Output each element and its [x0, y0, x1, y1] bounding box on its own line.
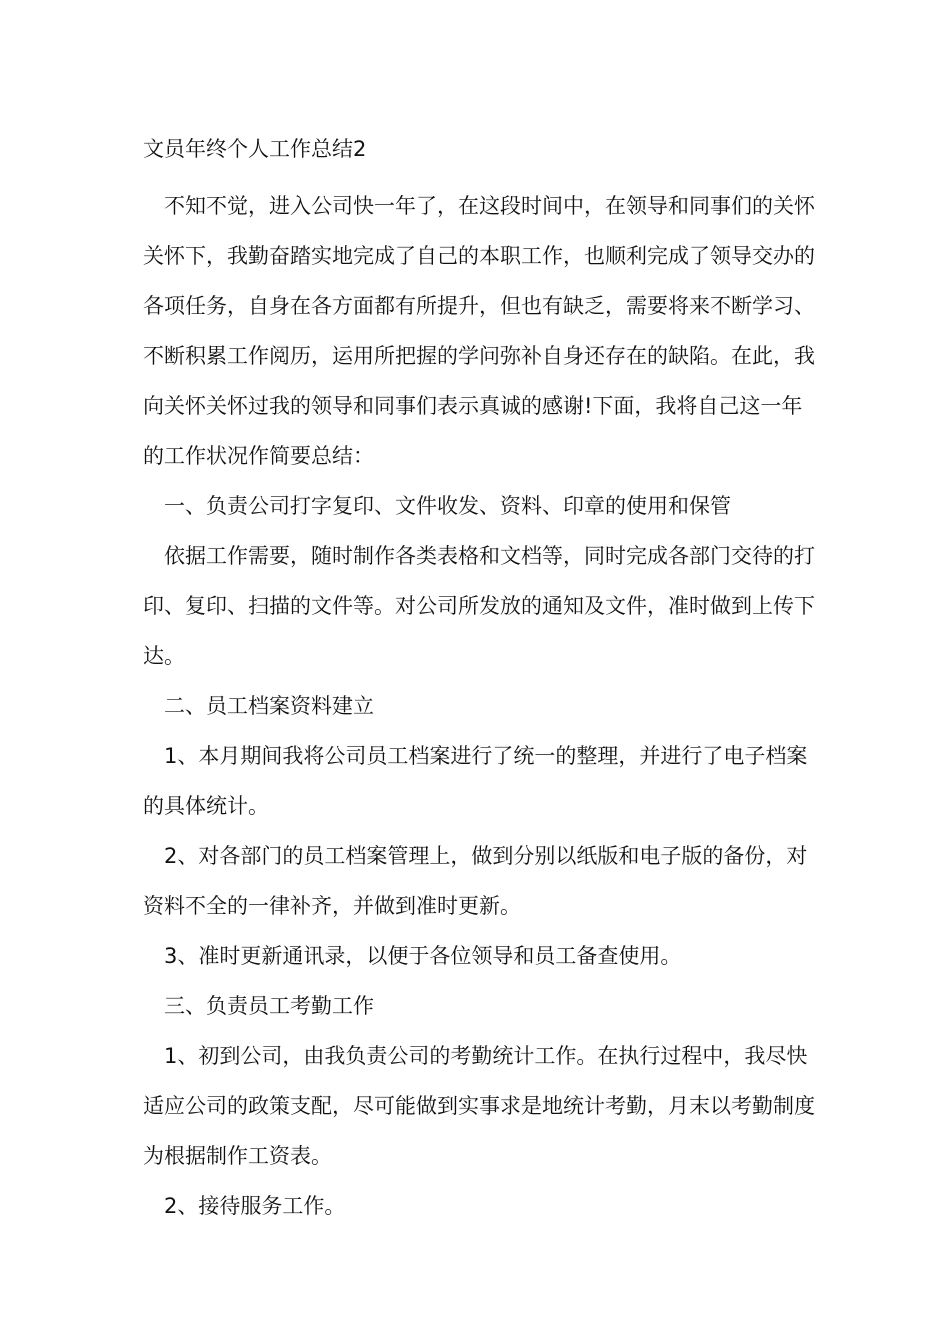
section-heading-3: 三、负责员工考勤工作	[164, 994, 374, 1018]
section-2-item-1: 1、本月期间我将公司员工档案进行了统一的整理，并进行了电子档案的具体统计。	[143, 744, 808, 818]
section-3-item-2: 2、接待服务工作。	[164, 1194, 346, 1218]
section-3-item-1: 1、初到公司，由我负责公司的考勤统计工作。在执行过程中，我尽快适应公司的政策支配，尽可能做到实事求是地统计考勤，月末以考勤制度为根据制作工资表。	[143, 1044, 815, 1168]
document-title: 文员年终个人工作总结2	[143, 137, 367, 161]
section-heading-1: 一、负责公司打字复印、文件收发、资料、印章的使用和保管	[164, 494, 731, 518]
section-heading-2: 二、员工档案资料建立	[164, 694, 374, 718]
section-2-item-3: 3、准时更新通讯录，以便于各位领导和员工备查使用。	[164, 944, 682, 968]
intro-paragraph: 不知不觉，进入公司快一年了，在这段时间中，在领导和同事们的关怀关怀下，我勤奋踏实地完成了自己的本职工作，也顺利完成了领导交办的各项任务，自身在各方面都有所提升，但也有缺乏，需要将来不断学习、不断积累工作阅历，运用所把握的学问弥补自身还存在的缺陷。在此，我向关怀关怀过我的领导和同事们表示真诚的感谢!下面，我将自己这一年的工作状况作简要总结：	[143, 194, 815, 468]
document-body	[143, 131, 815, 1231]
section-2-item-2: 2、对各部门的员工档案管理上，做到分别以纸版和电子版的备份，对资料不全的一律补齐，并做到准时更新。	[143, 844, 808, 918]
section-1-paragraph: 依据工作需要，随时制作各类表格和文档等，同时完成各部门交待的打印、复印、扫描的文件等。对公司所发放的通知及文件，准时做到上传下达。	[143, 544, 815, 668]
